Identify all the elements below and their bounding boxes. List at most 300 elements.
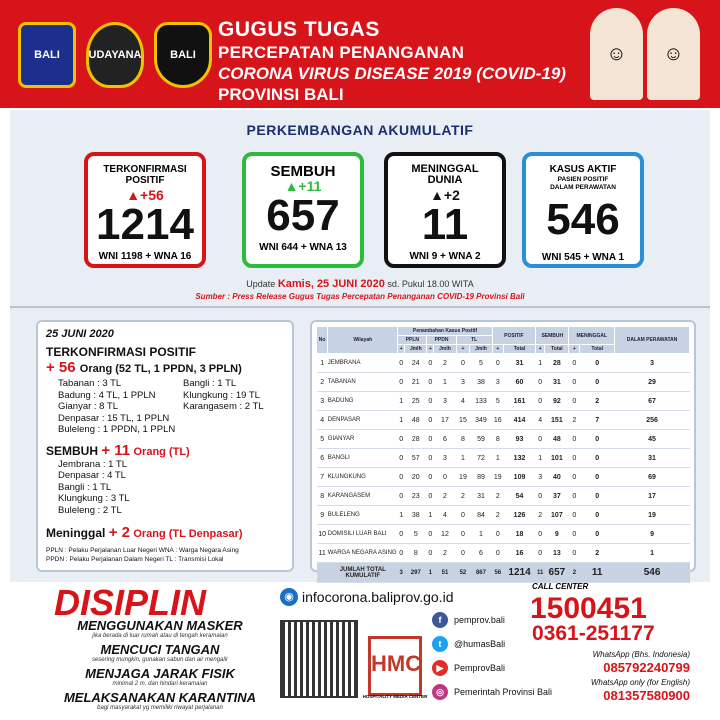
table-cell: 2 bbox=[434, 354, 456, 373]
protocol-masker bbox=[40, 618, 280, 639]
protocol-sub: sesering mungkin, gunakan sabun dan air mengalir bbox=[91, 657, 229, 663]
social-instagram[interactable] bbox=[432, 684, 552, 700]
header-titles bbox=[218, 18, 566, 105]
table-cell: 0 bbox=[580, 525, 615, 544]
table-cell: 3 bbox=[492, 373, 503, 392]
card-sub: WNI 1198 + WNA 16 bbox=[98, 251, 192, 262]
th-sembuh: SEMBUH bbox=[536, 327, 569, 345]
table-cell: 72 bbox=[470, 449, 492, 468]
update-date: Kamis, 25 JUNI 2020 bbox=[277, 278, 385, 290]
th-ppln: PPLN bbox=[398, 336, 427, 345]
table-total-cell: 1214 bbox=[503, 563, 535, 583]
konf-detail: Orang (52 TL, 1 PPDN, 3 PPLN) bbox=[79, 363, 242, 375]
konf-heading: TERKONFIRMASI POSITIF bbox=[46, 345, 196, 359]
table-cell: GIANYAR bbox=[328, 430, 398, 449]
table-cell: 0 bbox=[580, 354, 615, 373]
bali-police-logo: BALI bbox=[154, 22, 212, 88]
table-cell: WARGA NEGARA ASING bbox=[328, 544, 398, 563]
table-cell: 0 bbox=[434, 468, 456, 487]
table-cell: 0 bbox=[427, 373, 434, 392]
table-cell: 0 bbox=[569, 506, 580, 525]
logo-group bbox=[18, 22, 212, 88]
table-total-row bbox=[317, 563, 690, 583]
table-cell: 0 bbox=[456, 544, 470, 563]
table-cell: 0 bbox=[456, 354, 470, 373]
daily-panel bbox=[36, 320, 294, 572]
table-row bbox=[317, 525, 690, 544]
table-total-cell: 52 bbox=[456, 563, 470, 583]
card-delta: ▲+11 bbox=[284, 178, 322, 194]
table-row bbox=[317, 354, 690, 373]
sembuh-item: Denpasar : 4 TL bbox=[58, 470, 126, 481]
table-cell: BANGLI bbox=[328, 449, 398, 468]
table-cell: 107 bbox=[545, 506, 569, 525]
main-panel bbox=[10, 110, 710, 582]
table-cell: 2 bbox=[456, 487, 470, 506]
table-cell: 28 bbox=[545, 354, 569, 373]
table-row bbox=[317, 487, 690, 506]
konf-left-4: Buleleng : 1 PPDN, 1 PPLN bbox=[58, 424, 176, 435]
table-cell: 8 bbox=[405, 544, 427, 563]
title-covid: CORONA VIRUS DISEASE 2019 (COVID-19) bbox=[218, 64, 566, 83]
bottom-section bbox=[0, 582, 720, 720]
table-cell: 1 bbox=[492, 449, 503, 468]
table-cell: 2 bbox=[580, 392, 615, 411]
table-cell: 1 bbox=[427, 506, 434, 525]
meninggal-heading: Meninggal bbox=[46, 526, 106, 540]
social-facebook[interactable] bbox=[432, 612, 505, 628]
table-cell: 9 bbox=[545, 525, 569, 544]
instagram-icon: ◎ bbox=[432, 684, 448, 700]
th-sub: Total bbox=[580, 345, 615, 354]
table-cell: 0 bbox=[427, 487, 434, 506]
th-sub: Total bbox=[503, 345, 535, 354]
table-cell: 0 bbox=[492, 525, 503, 544]
table-cell: 161 bbox=[503, 392, 535, 411]
table-cell: 0 bbox=[398, 373, 405, 392]
card-label: SEMBUH bbox=[270, 163, 336, 180]
card-meninggal bbox=[384, 152, 506, 268]
table-cell: 6 bbox=[470, 544, 492, 563]
table-total-cell: 11 bbox=[536, 563, 545, 583]
table-total-cell: 1 bbox=[427, 563, 434, 583]
table-cell: 3 bbox=[615, 354, 690, 373]
table-cell: 0 bbox=[536, 392, 545, 411]
table-cell: 48 bbox=[405, 411, 427, 430]
title-provinsi: PROVINSI BALI bbox=[218, 85, 344, 104]
table-cell: 31 bbox=[545, 373, 569, 392]
card-sublabel: PASIEN POSITIF DALAM PERAWATAN bbox=[550, 176, 616, 191]
table-row bbox=[317, 544, 690, 563]
table-total-cell: 297 bbox=[405, 563, 427, 583]
table-total-cell: 2 bbox=[569, 563, 580, 583]
table-cell: 0 bbox=[536, 430, 545, 449]
table-cell: 101 bbox=[545, 449, 569, 468]
table-cell: 89 bbox=[470, 468, 492, 487]
table-cell: 133 bbox=[470, 392, 492, 411]
card-delta: ▲+2 bbox=[430, 187, 460, 203]
table-cell: 1 bbox=[456, 449, 470, 468]
table-cell: 17 bbox=[434, 411, 456, 430]
table-cell: 109 bbox=[503, 468, 535, 487]
table-total-cell: 11 bbox=[580, 563, 615, 583]
table-cell: 4 bbox=[536, 411, 545, 430]
table-total-cell: 56 bbox=[492, 563, 503, 583]
th-meninggal: MENINGGAL bbox=[569, 327, 615, 345]
social-text: PemprovBali bbox=[454, 663, 506, 673]
official-1-avatar: ☺ bbox=[590, 8, 643, 100]
table-cell: 25 bbox=[405, 392, 427, 411]
table-cell: 4 bbox=[456, 392, 470, 411]
table-cell: 2 bbox=[492, 487, 503, 506]
table-cell: 2 bbox=[580, 544, 615, 563]
table-cell: 9 bbox=[317, 506, 328, 525]
table-row bbox=[317, 449, 690, 468]
table-cell: 31 bbox=[615, 449, 690, 468]
table-cell: 3 bbox=[434, 449, 456, 468]
table-cell: 5 bbox=[317, 430, 328, 449]
table-cell: 256 bbox=[615, 411, 690, 430]
sembuh-item: Klungkung : 3 TL bbox=[58, 493, 130, 504]
table-cell: 349 bbox=[470, 411, 492, 430]
card-sembuh bbox=[242, 152, 364, 268]
call-center-number[interactable]: 1500451 bbox=[530, 592, 647, 625]
table-cell: 8 bbox=[492, 430, 503, 449]
table-cell: 0 bbox=[398, 544, 405, 563]
table-cell: 4 bbox=[434, 506, 456, 525]
table-cell: 2 bbox=[434, 544, 456, 563]
table-cell: 3 bbox=[456, 373, 470, 392]
sembuh-item: Jembrana : 1 TL bbox=[58, 458, 128, 470]
table-cell: 1 bbox=[398, 506, 405, 525]
table-cell: 0 bbox=[580, 373, 615, 392]
th-penambahan: Penambahan Kasus Positif bbox=[398, 327, 492, 336]
card-label: TERKONFIRMASI POSITIF bbox=[103, 164, 187, 186]
protocol-jarak bbox=[40, 666, 280, 687]
table-cell: 19 bbox=[615, 506, 690, 525]
bali-province-logo: BALI bbox=[18, 22, 76, 88]
card-value: 1214 bbox=[96, 200, 194, 249]
protocol-label: MENJAGA JARAK FISIK bbox=[85, 666, 235, 681]
table-cell: 40 bbox=[545, 468, 569, 487]
table-cell: 0 bbox=[492, 544, 503, 563]
table-cell: 1 bbox=[317, 354, 328, 373]
table-cell: 0 bbox=[569, 487, 580, 506]
footnote-2: PPDN : Pelaku Perjalanan Dalam Negeri TL : Transmisi Lokal bbox=[46, 556, 224, 563]
table-cell: KLUNGKUNG bbox=[328, 468, 398, 487]
table-cell: 6 bbox=[434, 430, 456, 449]
table-cell: 0 bbox=[580, 468, 615, 487]
meninggal-num: + 2 bbox=[108, 524, 130, 541]
konf-breakdown bbox=[58, 378, 284, 436]
table-cell: 0 bbox=[569, 354, 580, 373]
card-delta: ▲+56 bbox=[126, 187, 164, 203]
globe-icon: ◉ bbox=[280, 588, 298, 606]
table-cell: 0 bbox=[569, 430, 580, 449]
call-center-label: CALL CENTER bbox=[532, 582, 589, 591]
table-cell: 57 bbox=[405, 449, 427, 468]
table-cell: 0 bbox=[398, 525, 405, 544]
table-cell: 2 bbox=[492, 506, 503, 525]
table-cell: 0 bbox=[569, 525, 580, 544]
disiplin-title: DISIPLIN bbox=[54, 582, 207, 623]
table-cell: DENPASAR bbox=[328, 411, 398, 430]
table-cell: 0 bbox=[580, 506, 615, 525]
table-cell: 2 bbox=[317, 373, 328, 392]
card-label: KASUS AKTIF bbox=[549, 164, 617, 175]
table-row bbox=[317, 373, 690, 392]
table-cell: 132 bbox=[503, 449, 535, 468]
table-cell: 0 bbox=[536, 525, 545, 544]
table-cell: 3 bbox=[317, 392, 328, 411]
table-cell: 0 bbox=[427, 468, 434, 487]
card-kasus-aktif bbox=[522, 152, 644, 268]
hmc-text: HOSPITALITY MEDIA CENTER bbox=[362, 694, 428, 699]
table-cell: 126 bbox=[503, 506, 535, 525]
table-cell: 0 bbox=[569, 544, 580, 563]
th-ppdn: PPDN bbox=[427, 336, 456, 345]
table-cell: 0 bbox=[536, 373, 545, 392]
sembuh-detail: Orang (TL) bbox=[133, 445, 190, 458]
table-total-cell: 657 bbox=[545, 563, 569, 583]
update-prefix: Update bbox=[246, 279, 276, 289]
table-cell: 20 bbox=[405, 468, 427, 487]
konf-left-1: Badung : 4 TL, 1 PPLN bbox=[58, 389, 156, 401]
table-cell: 0 bbox=[456, 525, 470, 544]
th-dalam-perawatan: DALAM PERAWATAN bbox=[615, 327, 690, 354]
konf-left-2: Gianyar : 8 TL bbox=[58, 401, 119, 412]
th-sub: + bbox=[428, 346, 432, 352]
website-link[interactable] bbox=[280, 588, 454, 606]
table-cell: 92 bbox=[545, 392, 569, 411]
table-cell: 67 bbox=[615, 392, 690, 411]
officials-photo bbox=[590, 8, 700, 100]
legend-footnote bbox=[46, 546, 286, 564]
table-row bbox=[317, 392, 690, 411]
table-cell: 2 bbox=[434, 487, 456, 506]
table-cell: 12 bbox=[434, 525, 456, 544]
th-sub: + bbox=[569, 345, 580, 354]
table-cell: 45 bbox=[615, 430, 690, 449]
qr-code bbox=[280, 620, 358, 698]
daily-date: 25 JUNI 2020 bbox=[46, 328, 114, 340]
social-youtube[interactable] bbox=[432, 660, 505, 676]
hmc-logo: HMC bbox=[368, 636, 422, 696]
th-wilayah: Wilayah bbox=[328, 327, 398, 354]
meninggal-line bbox=[46, 524, 284, 541]
card-terkonfirmasi bbox=[84, 152, 206, 268]
table-cell: 0 bbox=[398, 354, 405, 373]
table-cell: 31 bbox=[503, 354, 535, 373]
card-sub: WNI 644 + WNA 13 bbox=[259, 242, 347, 253]
card-label: MENINGGAL DUNIA bbox=[411, 163, 479, 186]
table-cell: 84 bbox=[470, 506, 492, 525]
table-cell: 0 bbox=[569, 392, 580, 411]
table-cell: 28 bbox=[405, 430, 427, 449]
source-line: Sumber : Press Release Gugus Tugas Percepatan Penanganan COVID-19 Provinsi Bali bbox=[195, 292, 525, 301]
whatsapp-id-label: WhatsApp (Bhs. Indonesia) bbox=[592, 650, 690, 659]
th-sub: Jmlh bbox=[470, 345, 492, 354]
th-sub: Jmlh bbox=[405, 345, 427, 354]
social-twitter[interactable] bbox=[432, 636, 505, 652]
table-total-cell: 3 bbox=[398, 563, 405, 583]
whatsapp-en-label: WhatsApp only (for English) bbox=[590, 678, 690, 687]
table-cell: 29 bbox=[615, 373, 690, 392]
twitter-icon: t bbox=[432, 636, 448, 652]
table-cell: 0 bbox=[580, 449, 615, 468]
table-cell: 414 bbox=[503, 411, 535, 430]
th-tl: TL bbox=[456, 336, 492, 345]
table-cell: 2 bbox=[536, 506, 545, 525]
protocol-label: MENGGUNAKAN MASKER bbox=[77, 618, 243, 633]
table-cell: 3 bbox=[536, 468, 545, 487]
table-cell: 0 bbox=[492, 354, 503, 373]
table-cell: 69 bbox=[615, 468, 690, 487]
table-cell: BADUNG bbox=[328, 392, 398, 411]
table-cell: 2 bbox=[569, 411, 580, 430]
th-sub: + bbox=[536, 345, 545, 354]
title-gugus-tugas: GUGUS TUGAS bbox=[218, 18, 380, 41]
table-cell: 10 bbox=[317, 525, 328, 544]
table-cell: KARANGASEM bbox=[328, 487, 398, 506]
table-cell: 0 bbox=[398, 430, 405, 449]
konf-right-1: Klungkung : 19 TL bbox=[183, 389, 260, 401]
phone-number[interactable]: 0361-251177 bbox=[532, 622, 655, 645]
th-sub: + bbox=[492, 345, 503, 354]
table-total-cell: JUMLAH TOTAL KUMULATIF bbox=[328, 563, 398, 583]
header-banner bbox=[0, 0, 720, 108]
region-table bbox=[316, 326, 690, 583]
table-row bbox=[317, 430, 690, 449]
meninggal-detail: Orang (TL Denpasar) bbox=[133, 528, 243, 540]
title-percepatan: PERCEPATAN PENANGANAN bbox=[218, 43, 465, 62]
table-cell: 23 bbox=[405, 487, 427, 506]
table-total-cell bbox=[317, 563, 328, 583]
th-no: No bbox=[317, 327, 328, 354]
youtube-icon: ▶ bbox=[432, 660, 448, 676]
table-cell: 31 bbox=[470, 487, 492, 506]
protocol-label: MELAKSANAKAN KARANTINA bbox=[63, 690, 257, 705]
card-value: 657 bbox=[266, 191, 340, 240]
konf-line bbox=[46, 359, 284, 376]
table-cell: 0 bbox=[427, 525, 434, 544]
official-2-avatar: ☺ bbox=[647, 8, 700, 100]
protocol-cuci-tangan bbox=[40, 642, 280, 663]
table-cell: 0 bbox=[427, 354, 434, 373]
table-cell: 8 bbox=[317, 487, 328, 506]
table-cell: 7 bbox=[580, 411, 615, 430]
table-cell: 1 bbox=[470, 525, 492, 544]
table-cell: 1 bbox=[398, 411, 405, 430]
table-cell: 5 bbox=[470, 354, 492, 373]
table-total-cell: 867 bbox=[470, 563, 492, 583]
table-cell: 0 bbox=[427, 392, 434, 411]
table-cell: 6 bbox=[317, 449, 328, 468]
table-cell: 1 bbox=[434, 373, 456, 392]
table-cell: 0 bbox=[580, 487, 615, 506]
table-cell: 11 bbox=[317, 544, 328, 563]
table-cell: 59 bbox=[470, 430, 492, 449]
table-cell: 37 bbox=[545, 487, 569, 506]
table-row bbox=[317, 506, 690, 525]
table-cell: 38 bbox=[405, 506, 427, 525]
protocol-sub: minimal 2 m, dan hindari keramaian bbox=[112, 681, 208, 687]
table-cell: 0 bbox=[536, 544, 545, 563]
social-text: pemprov.bali bbox=[454, 615, 505, 625]
card-value: 546 bbox=[546, 195, 620, 244]
sembuh-line bbox=[46, 442, 284, 459]
konf-left-3: Denpasar : 15 TL, 1 PPLN bbox=[58, 412, 170, 424]
table-cell: 93 bbox=[503, 430, 535, 449]
table-cell: 4 bbox=[317, 411, 328, 430]
table-cell: 7 bbox=[317, 468, 328, 487]
whatsapp-id-number[interactable]: 085792240799 bbox=[603, 660, 690, 675]
whatsapp-en-number[interactable]: 081357580900 bbox=[603, 688, 690, 703]
table-cell: DOMISILI LUAR BALI bbox=[328, 525, 398, 544]
table-total-cell: 546 bbox=[615, 563, 690, 583]
table-cell: 19 bbox=[492, 468, 503, 487]
table-cell: 0 bbox=[427, 430, 434, 449]
sembuh-item: Buleleng : 2 TL bbox=[58, 504, 122, 516]
table-cell: 9 bbox=[615, 525, 690, 544]
konf-right-0: Bangli : 1 TL bbox=[183, 378, 237, 389]
section-title: PERKEMBANGAN AKUMULATIF bbox=[246, 122, 474, 138]
table-cell: 1 bbox=[536, 449, 545, 468]
konf-left-0: Tabanan : 3 TL bbox=[58, 378, 122, 389]
sembuh-num: + 11 bbox=[101, 441, 131, 459]
th-sub: + bbox=[456, 345, 470, 354]
table-cell: 0 bbox=[569, 373, 580, 392]
table-cell: 0 bbox=[580, 430, 615, 449]
protocol-sub: jika berada di luar rumah atau di tengah keramaian bbox=[92, 633, 228, 639]
table-cell: 3 bbox=[434, 392, 456, 411]
table-cell: TABANAN bbox=[328, 373, 398, 392]
table-cell: 0 bbox=[456, 506, 470, 525]
table-cell: 24 bbox=[405, 354, 427, 373]
table-cell: 15 bbox=[456, 411, 470, 430]
table-cell: 0 bbox=[427, 449, 434, 468]
table-cell: 48 bbox=[545, 430, 569, 449]
protocol-sub: bagi masyarakat yg memiliki riwayat perjalanan bbox=[97, 705, 223, 711]
table-cell: JEMBRANA bbox=[328, 354, 398, 373]
udayana-logo: UDAYANA bbox=[86, 22, 144, 88]
table-cell: 5 bbox=[405, 525, 427, 544]
table-row bbox=[317, 468, 690, 487]
table-cell: 17 bbox=[615, 487, 690, 506]
card-value: 11 bbox=[421, 200, 469, 249]
table-cell: BULELENG bbox=[328, 506, 398, 525]
table-cell: 1 bbox=[536, 354, 545, 373]
website-text: infocorona.baliprov.go.id bbox=[302, 589, 454, 605]
table-cell: 0 bbox=[569, 449, 580, 468]
table-cell: 0 bbox=[398, 449, 405, 468]
table-row bbox=[317, 411, 690, 430]
konf-right-2: Karangasem : 2 TL bbox=[183, 401, 264, 412]
card-sub: WNI 9 + WNA 2 bbox=[409, 251, 481, 262]
th-sub: + bbox=[399, 346, 403, 352]
table-cell: 21 bbox=[405, 373, 427, 392]
table-cell: 18 bbox=[503, 525, 535, 544]
social-text: Pemerintah Provinsi Bali bbox=[454, 687, 553, 697]
table-cell: 1 bbox=[615, 544, 690, 563]
sembuh-list bbox=[58, 459, 284, 517]
protocol-label: MENCUCI TANGAN bbox=[100, 642, 220, 657]
table-cell: 0 bbox=[536, 487, 545, 506]
table-cell: 0 bbox=[398, 468, 405, 487]
table-cell: 13 bbox=[545, 544, 569, 563]
table-cell: 5 bbox=[492, 392, 503, 411]
table-cell: 0 bbox=[427, 411, 434, 430]
